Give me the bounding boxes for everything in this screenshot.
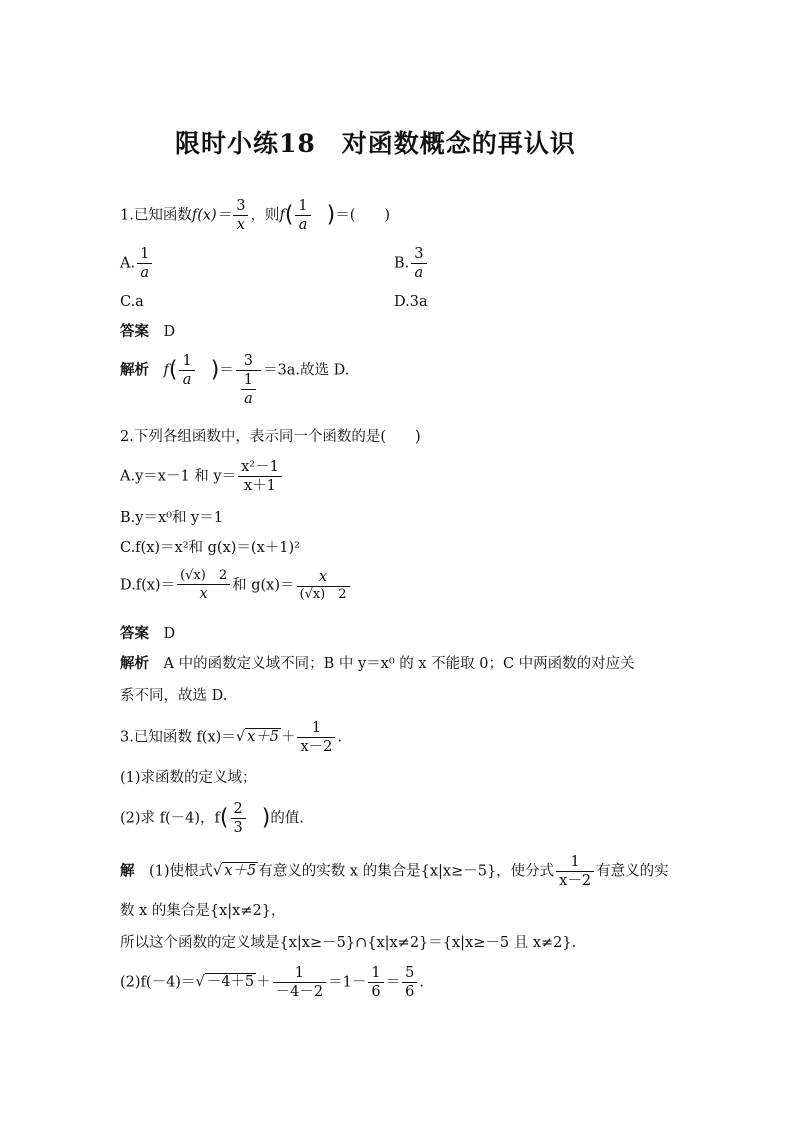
q3-part-2-right-paren: )	[261, 805, 271, 831]
q3-solution-1-mid: 有意义的实数 x 的集合是{x|x≥－5}，使分式	[258, 863, 555, 880]
q3-stem-num: 1	[297, 719, 335, 738]
q3-solution-1-sqrt: √ x＋5	[213, 863, 257, 880]
q2-option-a	[120, 458, 284, 495]
q3-solution-line-3: 所以这个函数的定义域是{x|x≥－5}∩{x|x≠2}＝{x|x≥－5 且 x≠2}.	[120, 935, 577, 951]
q1-option-b	[394, 245, 429, 282]
q1-option-a-num: 1	[137, 245, 152, 264]
q1-an-arg-num: 1	[179, 352, 194, 371]
q1-an-inner-num: 1	[241, 371, 256, 390]
q1-an-left-paren: (	[168, 357, 178, 383]
q3-solution-4-fraction-1	[273, 964, 326, 1001]
q2-answer-label: 答案	[120, 625, 149, 642]
q2-option-d-fraction-1	[177, 568, 230, 603]
q3-solution-4-fraction-2	[368, 964, 383, 1001]
q3-part-2-fraction	[231, 800, 246, 837]
q3-stem-sqrt: √ x＋5	[235, 729, 279, 746]
q1-option-b-label: B.	[394, 255, 410, 272]
q1-arg-den: a	[298, 217, 308, 234]
q1-tail: ＝( )	[335, 207, 391, 224]
q3-solution-1-den: x－2	[559, 873, 592, 890]
q1-option-c: C.a	[120, 294, 144, 310]
q1-option-a-fraction	[137, 245, 152, 282]
q2-option-d-pre: D.f(x)＝	[120, 577, 176, 594]
q1-right-paren: )	[326, 202, 336, 228]
q3-part-2-pre: (2)求 f(－4)，f	[120, 810, 220, 827]
q3-solution-4-plus: ＋	[256, 974, 271, 991]
q2-option-a-pre: A.y＝x－1 和 y＝	[120, 468, 237, 485]
q3-solution-4-end: .	[419, 974, 424, 991]
q3-solution-4-den3: 6	[405, 984, 415, 1001]
q3-part-2	[120, 800, 304, 837]
q1-answer-value: D	[163, 324, 176, 340]
q1-option-a-den: a	[140, 265, 150, 282]
q3-solution-4-sqrt: √ －4＋5	[195, 974, 255, 991]
q1-left-paren: (	[284, 202, 294, 228]
q2-option-d-num2: x	[297, 568, 350, 587]
question-1-stem	[120, 197, 390, 234]
q1-an-inner-fraction	[241, 371, 256, 408]
q3-solution-4-mid: ＝1－	[328, 974, 367, 991]
q1-an-f: f	[163, 362, 169, 379]
q2-option-a-den: x＋1	[244, 478, 276, 495]
q1-frac-den: x	[236, 217, 245, 234]
q3-solution-1-fraction	[556, 853, 594, 890]
q3-solution-4-num3: 5	[402, 964, 417, 983]
q3-solution-4-fraction-3	[402, 964, 417, 1001]
q3-solution-4-den2: 6	[371, 984, 381, 1001]
q1-option-a	[120, 245, 154, 282]
q1-an-arg-den: a	[182, 372, 192, 389]
q3-solution-4-radicand: －4＋5	[206, 974, 255, 991]
q3-solution-1-end: 有意义的实	[596, 863, 669, 880]
q3-part-2-den: 3	[233, 820, 243, 837]
q2-option-b: B.y＝x⁰和 y＝1	[120, 510, 223, 526]
q1-an-right-paren: )	[210, 357, 220, 383]
q1-arg-num: 1	[295, 197, 310, 216]
q1-option-b-den: a	[414, 265, 424, 282]
q3-solution-label: 解	[120, 862, 135, 880]
q1-an-big-num: 3	[236, 352, 261, 371]
q1-option-a-label: A.	[120, 255, 136, 272]
q3-solution-4-eq: ＝	[385, 974, 401, 991]
q2-analysis-label: 解析	[120, 655, 149, 672]
question-3-stem	[120, 719, 342, 756]
q3-solution-4-num2: 1	[368, 964, 383, 983]
q1-then: ，则	[250, 207, 280, 224]
q3-stem-den: x－2	[300, 739, 333, 756]
q2-option-d	[120, 568, 352, 603]
q1-analysis-label: 解析	[120, 361, 149, 379]
q2-option-d-mid: 和 g(x)＝	[232, 577, 295, 594]
q1-an-complex-fraction	[236, 352, 261, 408]
q2-option-a-fraction	[238, 458, 282, 495]
q2-option-a-num: x²－1	[238, 458, 282, 477]
page-title: 限时小练18 对函数概念的再认识	[175, 129, 576, 158]
q3-solution-1-num: 1	[556, 853, 594, 872]
question-2-stem: 2.下列各组函数中，表示同一个函数的是( )	[120, 429, 421, 445]
q1-an-tail: ＝3a.故选 D.	[263, 362, 350, 379]
q3-solution-line-4	[120, 964, 424, 1001]
q1-stem-text: 1.已知函数	[120, 207, 192, 224]
q2-analysis-text-1: A 中的函数定义域不同；B 中 y＝x⁰ 的 x 不能取 0；C 中两函数的对应关	[163, 656, 635, 672]
q2-analysis-line-1	[120, 657, 635, 672]
q1-fraction	[233, 197, 248, 234]
q2-analysis-line-2: 系不同，故选 D.	[120, 688, 228, 704]
q3-solution-4-pre: (2)f(－4)＝	[120, 974, 196, 991]
q1-option-b-fraction	[411, 245, 426, 282]
q2-option-d-num: (√x) 2	[177, 568, 230, 585]
q3-stem-radicand: x＋5	[247, 729, 279, 746]
q3-solution-line-2: 数 x 的集合是{x|x≠2}，	[120, 903, 286, 919]
q1-answer	[120, 325, 175, 340]
q2-answer-value: D	[163, 626, 176, 642]
q1-arg-fraction	[295, 197, 310, 234]
q1-an-inner	[236, 371, 261, 408]
q3-stem-pre: 3.已知函数 f(x)＝	[120, 729, 236, 746]
q1-an-eq: ＝	[219, 362, 234, 379]
q3-stem-plus: ＋	[280, 729, 296, 746]
q1-analysis	[120, 352, 349, 408]
q1-answer-label: 答案	[120, 323, 149, 340]
q1-an-arg-fraction	[179, 352, 194, 389]
q3-solution-4-num: 1	[273, 964, 326, 983]
q3-solution-1-pre: (1)使根式	[149, 863, 214, 880]
q3-part-2-end: 的值.	[270, 810, 304, 827]
q3-stem-fraction	[297, 719, 335, 756]
q3-part-2-num: 2	[231, 800, 246, 819]
q3-solution-1-radicand: x＋5	[224, 863, 257, 880]
q3-part-2-left-paren: (	[219, 805, 229, 831]
q3-solution-line-1	[120, 853, 669, 890]
q1-frac-num: 3	[233, 197, 248, 216]
q2-option-c: C.f(x)＝x²和 g(x)＝(x＋1)²	[120, 540, 300, 556]
q1-f: f	[279, 207, 285, 224]
q3-solution-4-den: －4－2	[275, 984, 324, 1001]
q2-option-d-den: x	[199, 586, 208, 603]
q1-fx: f(x)＝	[191, 207, 232, 224]
q1-option-b-num: 3	[411, 245, 426, 264]
q2-option-d-den2: (√x) 2	[299, 587, 347, 603]
q2-answer	[120, 627, 175, 642]
q1-an-inner-den: a	[244, 391, 253, 408]
q3-stem-end: .	[337, 729, 342, 746]
q1-option-d: D.3a	[394, 294, 428, 310]
q3-part-1: (1)求函数的定义域；	[120, 770, 257, 786]
q2-option-d-fraction-2	[297, 568, 350, 603]
